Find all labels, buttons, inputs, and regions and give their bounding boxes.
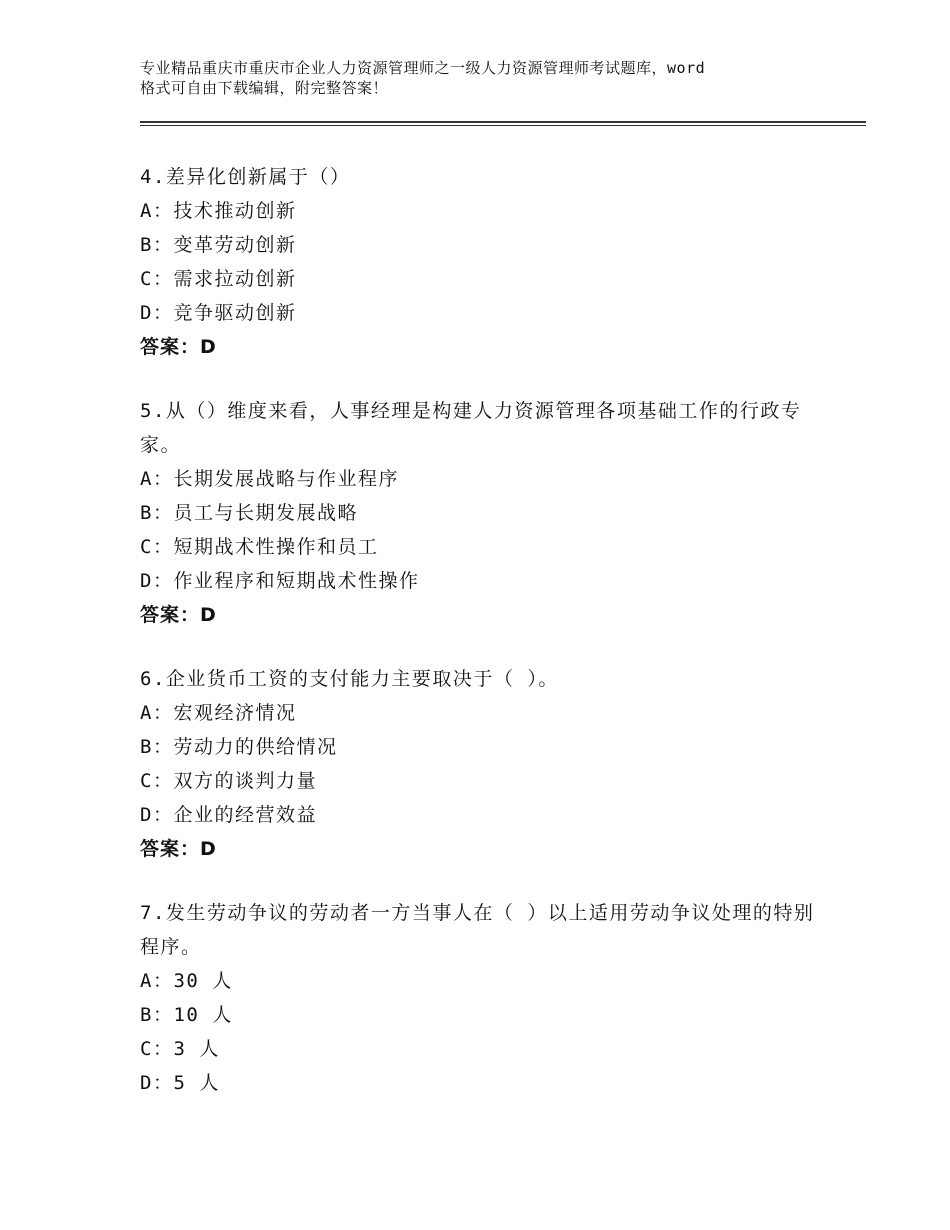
header-divider-thin	[140, 125, 866, 126]
question-5	[140, 394, 830, 632]
option-a: A：宏观经济情况	[140, 702, 297, 724]
question-stem: 6.企业货币工资的支付能力主要取决于（ ）。	[140, 668, 559, 690]
question-6	[140, 662, 830, 866]
option-b: B：员工与长期发展战略	[140, 502, 358, 524]
question-stem: 4.差异化创新属于（）	[140, 166, 351, 188]
option-d: D：5 人	[140, 1072, 220, 1094]
question-stem: 7.发生劳动争议的劳动者一方当事人在（ ）以上适用劳动争议处理的特别程序。	[140, 902, 815, 958]
option-c: C：短期战术性操作和员工	[140, 536, 379, 558]
question-4	[140, 160, 830, 364]
document-header	[140, 58, 840, 98]
option-c: C：3 人	[140, 1038, 220, 1060]
question-7	[140, 896, 830, 1100]
question-stem: 5.从（）维度来看，人事经理是构建人力资源管理各项基础工作的行政专家。	[140, 400, 802, 456]
option-d: D：竞争驱动创新	[140, 302, 297, 324]
option-b: B：劳动力的供给情况	[140, 736, 338, 758]
option-a: A：30 人	[140, 970, 233, 992]
option-d: D：企业的经营效益	[140, 804, 317, 826]
answer-label: 答案：D	[140, 838, 217, 860]
option-d: D：作业程序和短期战术性操作	[140, 570, 420, 592]
option-c: C：双方的谈判力量	[140, 770, 317, 792]
header-line-2: 格式可自由下载编辑，附完整答案！	[140, 79, 389, 97]
option-b: B：10 人	[140, 1004, 233, 1026]
answer-label: 答案：D	[140, 336, 217, 358]
header-line-1: 专业精品重庆市重庆市企业人力资源管理师之一级人力资源管理师考试题库，word	[140, 59, 706, 77]
option-c: C：需求拉动创新	[140, 268, 297, 290]
answer-label: 答案：D	[140, 604, 217, 626]
header-divider-thick	[140, 121, 866, 123]
option-a: A：技术推动创新	[140, 200, 297, 222]
option-b: B：变革劳动创新	[140, 234, 297, 256]
option-a: A：长期发展战略与作业程序	[140, 468, 399, 490]
question-list	[140, 160, 830, 1130]
